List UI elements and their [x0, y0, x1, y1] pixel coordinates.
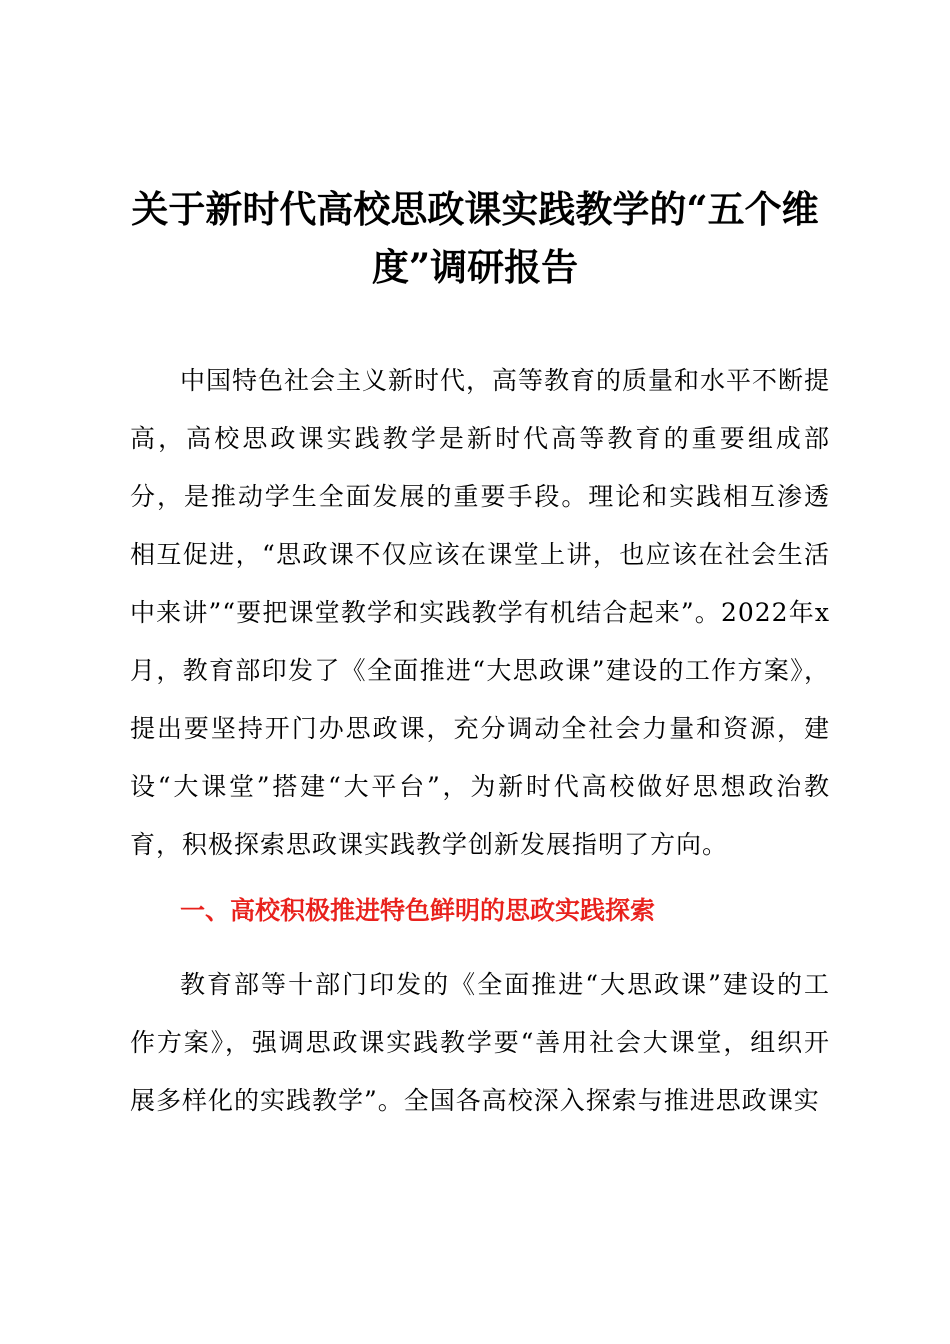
intro-paragraph: 中国特色社会主义新时代，高等教育的质量和水平不断提高，高校思政课实践教学是新时代高等教育的重要组成部分，是推动学生全面发展的重要手段。理论和实践相互渗透相互促进，“思政课不仅应该在课堂上讲，也应该在社会生活中来讲”“要把课堂教学和实践教学有机结合起来”。2022年x月，教育部印发了《全面推进“大思政课”建设的工作方案》，提出要坚持开门办思政课，充分调动全社会力量和资源，建设“大课堂”搭建“大平台”，为新时代高校做好思想政治教育，积极探索思政课实践教学创新发展指明了方向。	[130, 366, 831, 859]
section-heading: 一、高校积极推进特色鲜明的思政实践探索	[180, 896, 656, 925]
document-title: 关于新时代高校思政课实践教学的“五个维度”调研报告	[131, 187, 819, 289]
section-paragraph: 教育部等十部门印发的《全面推进“大思政课”建设的工作方案》，强调思政课实践教学要“善用社会大课堂，组织开展多样化的实践教学”。全国各高校深入探索与推进思政课实	[130, 970, 830, 1115]
